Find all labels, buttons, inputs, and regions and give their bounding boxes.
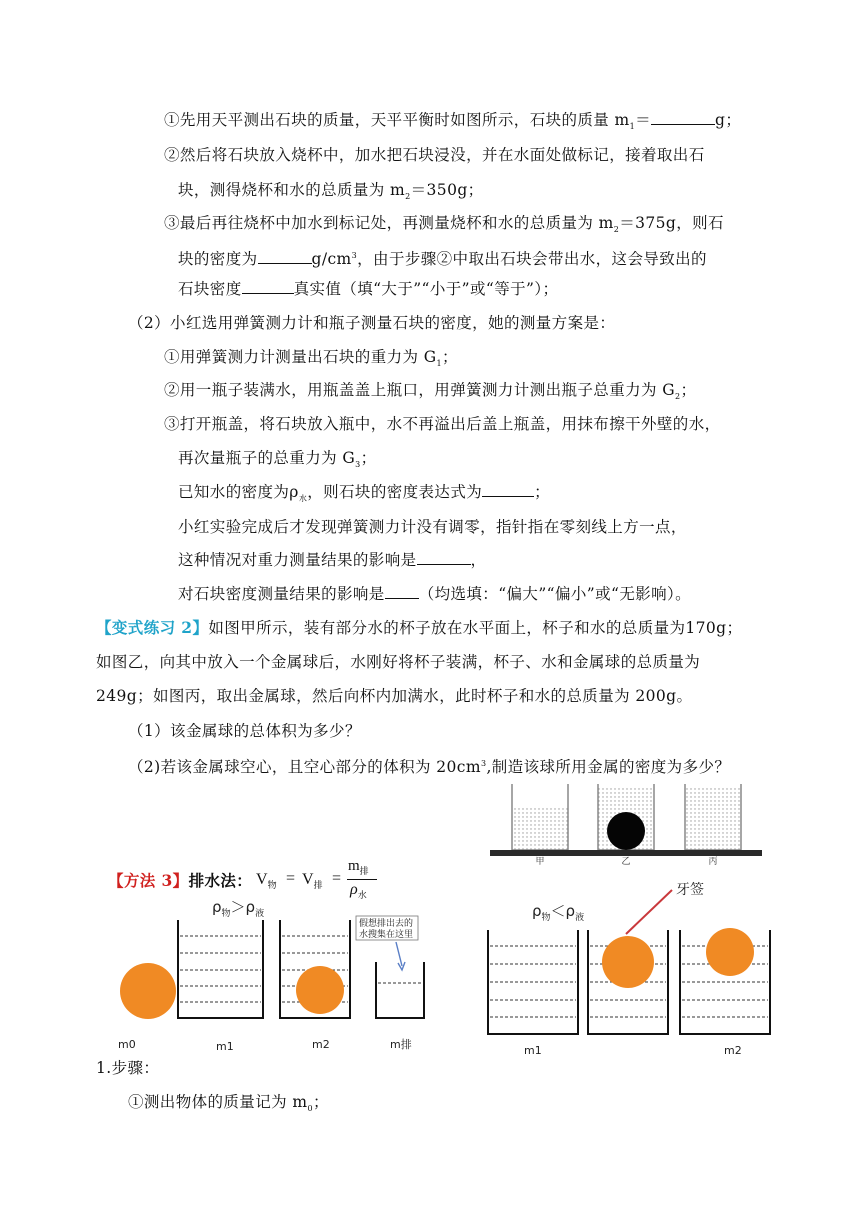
answer-blank[interactable] xyxy=(242,278,294,294)
answer-blank[interactable] xyxy=(651,109,715,125)
variant-line-2: 如图乙，向其中放入一个金属球后，水刚好将杯子装满，杯子、水和金属球的总质量为 xyxy=(96,653,701,671)
step-3-text-cont: 块的密度为 $g/cm^3$，由于步骤②中取出石块会带出水，这会导致出的 xyxy=(178,250,707,269)
p2-step-1: ①用弹簧测力计测量出石块的重力为 $G_1$； xyxy=(164,348,458,369)
cup-yi xyxy=(598,784,654,850)
beaker-m2 xyxy=(280,920,350,1018)
hint-line-1: 假想排出去的 xyxy=(359,919,414,929)
step-2-text-cont: 块，测得烧杯和水的总质量为 $m_2=350g$； xyxy=(178,181,484,202)
floating-ball xyxy=(706,928,754,976)
label-bing: 丙 xyxy=(708,857,718,866)
condition-greater: $\rho_物>\rho_液$ xyxy=(212,898,265,919)
method-figure-left xyxy=(108,890,438,1060)
p2-step-2: ②用一瓶子装满水，用瓶盖盖上瓶口，用弹簧测力计测出瓶子总重力为 $G_2$； xyxy=(164,381,697,402)
toothpick-label: 牙签 xyxy=(676,882,704,898)
drainage-formula: $V_物$ = $V_排$ = $m_排$ $\rho_水$ xyxy=(256,858,386,902)
answer-blank[interactable] xyxy=(417,549,471,565)
submerged-ball xyxy=(296,966,344,1014)
p2-note-1: 小红实验完成后才发现弹簧测力计没有调零，指针指在零刻线上方一点， xyxy=(178,518,687,536)
answer-blank[interactable] xyxy=(385,583,419,599)
step-2-text: ②然后将石块放入烧杯中，加水把石块浸没，并在水面处做标记，接着取出石 xyxy=(164,146,705,164)
cup-bing xyxy=(685,784,741,850)
answer-blank[interactable] xyxy=(482,481,534,497)
metal-ball xyxy=(607,812,645,850)
variant-question-2: （2)若该金属球空心，且空心部分的体积为 $20cm^3$,制造该球所用金属的密度为多少？ xyxy=(128,758,731,777)
right-beaker-toothpick xyxy=(588,930,668,1034)
p2-note-3: 对石块密度测量结果的影响是 （均选填：“偏大”“偏小”或“无影响）。 xyxy=(178,585,692,603)
beaker-m-pai xyxy=(376,962,424,1018)
table-surface xyxy=(490,850,762,856)
p2-step-3: ③打开瓶盖，将石块放入瓶中，水不再溢出后盖上瓶盖，用抹布擦干外壁的水， xyxy=(164,415,721,433)
variant-line-3: 249g；如图丙，取出金属球，然后向杯内加满水，此时杯子和水的总质量为 200g。 xyxy=(96,687,693,705)
step-3-text: ③最后再往烧杯中加水到标记处，再测量烧杯和水的总质量为 $m_2=375g$，则石 xyxy=(164,214,724,235)
step-1-text: ①先用天平测出石块的质量，天平平衡时如图所示，石块的质量 $m_1= g$； xyxy=(164,111,742,132)
step-3-text-cont2: 石块密度 真实值（填“大于”“小于”或“等于”）； xyxy=(178,280,559,298)
toothpick xyxy=(626,890,672,934)
right-beaker-m1 xyxy=(488,930,578,1034)
label-jia: 甲 xyxy=(535,857,545,866)
variant-tag: 【变式练习 2】 xyxy=(96,618,209,637)
condition-less: $\rho_物<\rho_液$ xyxy=(532,902,585,923)
hint-line-2: 水搜集在这里 xyxy=(359,930,414,940)
cup-jia xyxy=(512,784,568,850)
p2-note-2: 这种情况对重力测量结果的影响是 ， xyxy=(178,551,487,569)
label-yi: 乙 xyxy=(621,857,631,866)
p2-known: 已知水的密度为$\rho_水$，则石块的密度表达式为 ； xyxy=(178,483,551,504)
steps-title: 1.步骤： xyxy=(96,1059,160,1077)
method-tag: 【方法 3】 xyxy=(108,871,189,890)
beaker-m1 xyxy=(178,920,263,1018)
variant-line-1: 【变式练习 2】如图甲所示，装有部分水的杯子放在水平面上，杯子和水的总质量为170g； xyxy=(96,618,743,637)
pressed-ball xyxy=(602,936,654,988)
variant-question-1: （1）该金属球的总体积为多少？ xyxy=(128,722,361,740)
label-right-m1: m1 xyxy=(524,1044,542,1057)
step-measure-mass: ①测出物体的质量记为 $m_0$； xyxy=(128,1093,329,1114)
label-m-pai: m排 xyxy=(390,1038,412,1051)
label-right-m2: m2 xyxy=(724,1044,742,1057)
part-2-title: （2）小红选用弹簧测力计和瓶子测量石块的密度，她的测量方案是： xyxy=(128,314,616,332)
method-3-heading: 【方法 3】排水法： xyxy=(108,871,253,890)
label-m2: m2 xyxy=(312,1038,330,1051)
label-m1: m1 xyxy=(216,1040,234,1053)
cups-figure xyxy=(490,776,762,866)
right-beaker-m2 xyxy=(680,928,770,1034)
label-m0: m0 xyxy=(118,1038,136,1051)
object-ball xyxy=(120,963,176,1019)
answer-blank[interactable] xyxy=(258,248,312,264)
method-figure-right xyxy=(480,872,780,1062)
p2-step-3-cont: 再次量瓶子的总重力为 $G_3$； xyxy=(178,449,377,470)
